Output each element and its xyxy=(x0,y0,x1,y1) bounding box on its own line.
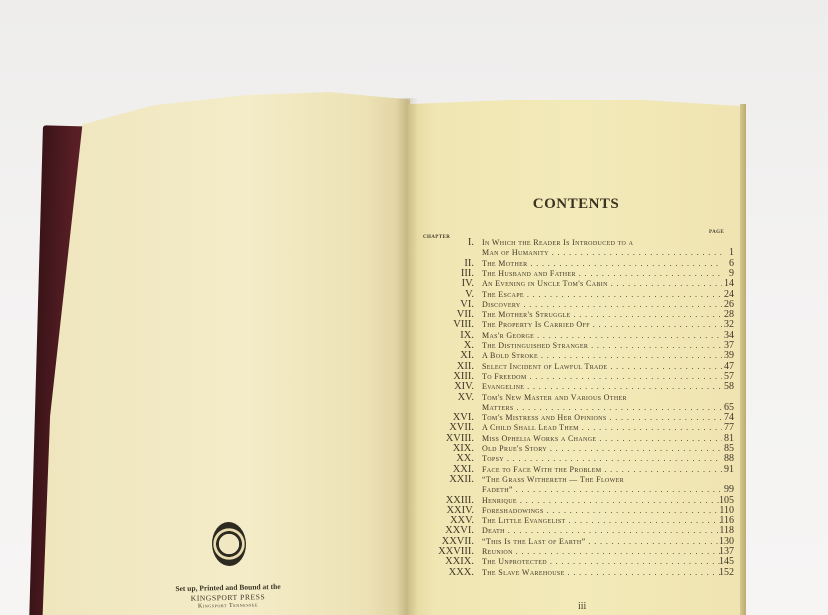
toc-entry xyxy=(418,567,738,578)
toc-chapter-title: The Escape . . . xyxy=(482,290,722,300)
toc-chapter-title: Death . . . xyxy=(482,526,722,536)
toc-chapter-title: “The Grass Withereth — The Flower xyxy=(482,474,625,484)
toc-chapter-number: XIII. xyxy=(453,370,474,382)
toc-page-number: 28 xyxy=(724,309,734,321)
toc-chapter-title: Henrique . . . xyxy=(482,496,722,506)
toc-chapter-title: Face to Face With the Problem . . . xyxy=(482,465,722,475)
toc-page-number: 77 xyxy=(724,422,734,434)
toc-chapter-title: The Distinguished Stranger . . . xyxy=(482,341,722,351)
toc-chapter-number: IV. xyxy=(461,278,474,290)
toc-chapter-title: The Husband and Father . . . xyxy=(482,269,722,279)
toc-page-number: 137 xyxy=(719,546,734,557)
toc-page-number: 130 xyxy=(719,535,734,547)
toc-chapter-number: XXII. xyxy=(449,473,474,485)
toc-chapter-title: To Freedom . . . xyxy=(482,372,722,382)
toc-chapter-title: The Property Is Carried Off . . . xyxy=(482,320,722,330)
toc-chapter-number: XXVIII. xyxy=(438,546,474,557)
toc-chapter-number: XXVI. xyxy=(445,525,474,537)
toc-page-number: 91 xyxy=(724,463,734,475)
toc-chapter-number: V. xyxy=(465,288,474,300)
toc-page-number: 39 xyxy=(724,350,734,362)
toc-chapter-title: Reunion . . . xyxy=(482,547,722,557)
toc-chapter-number: III. xyxy=(460,267,474,279)
chapter-column-label: CHAPTER xyxy=(423,235,451,240)
imprint-line-3: Kingsport Tennessee xyxy=(197,602,259,610)
toc-chapter-title: Mas'r George . . . xyxy=(482,331,722,341)
toc-chapter-number: II. xyxy=(464,257,474,269)
toc-chapter-title: The Slave Warehouse . . . xyxy=(482,568,722,578)
toc-chapter-title: Miss Ophelia Works a Change . . . xyxy=(482,434,722,444)
toc-chapter-number: VI. xyxy=(460,298,474,310)
toc-chapter-title: In Which the Reader Is Introduced to a xyxy=(482,238,634,247)
page-edges xyxy=(740,104,746,615)
toc-page-number: 81 xyxy=(724,432,734,444)
toc-chapter-title: Old Prue's Story . . . xyxy=(482,444,722,454)
toc-page-number: 88 xyxy=(724,453,734,465)
toc-chapter-title: Select Incident of Lawful Trade . . . xyxy=(482,362,722,372)
toc-page-number: 37 xyxy=(724,340,734,351)
toc-chapter-number: XIV. xyxy=(454,381,474,393)
toc-page-number: 118 xyxy=(719,525,734,537)
toc-chapter-number: XXV. xyxy=(449,515,474,527)
toc-chapter-number: XIX. xyxy=(452,443,474,454)
toc-chapter-number: I. xyxy=(467,237,474,248)
toc-chapter-title: Topsy . . . xyxy=(482,454,722,464)
toc-chapter-number: XX. xyxy=(456,453,474,465)
toc-chapter-number: XV. xyxy=(457,391,474,403)
toc-page-number: 152 xyxy=(719,566,734,578)
toc-page-number: 85 xyxy=(724,443,734,454)
toc-chapter-number: XVI. xyxy=(452,412,474,424)
toc-chapter-title: Tom's Mistress and Her Opinions . . . xyxy=(482,413,722,423)
toc-chapter-number: XXVII. xyxy=(441,535,474,547)
toc-page-number: 26 xyxy=(724,298,734,310)
toc-chapter-number: XXI. xyxy=(452,463,474,475)
toc-page-number: 99 xyxy=(724,484,734,496)
toc-chapter-title: Discovery . . . xyxy=(482,300,722,310)
toc-chapter-title: Fadeth” . . . xyxy=(482,485,722,495)
toc-page-number: 9 xyxy=(729,267,734,279)
toc-chapter-title: “This Is the Last of Earth” . . . xyxy=(482,537,722,547)
toc-chapter-number: XII. xyxy=(456,360,474,372)
toc-chapter-number: VIII. xyxy=(453,319,474,331)
toc-chapter-title: Matters . . . xyxy=(482,403,722,413)
page-title: CONTENTS xyxy=(532,196,620,212)
toc-page-number: 58 xyxy=(724,381,734,393)
toc-page-number: 1 xyxy=(729,247,734,259)
toc-page-number: 145 xyxy=(719,556,734,568)
toc-chapter-number: XVII. xyxy=(449,422,474,434)
toc-chapter-title: Foreshadowings . . . xyxy=(482,506,722,516)
folio-number: iii xyxy=(578,601,587,612)
page-column-label: PAGE xyxy=(709,230,725,235)
toc-chapter-number: IX. xyxy=(460,329,474,341)
toc-chapter-number: XXIII. xyxy=(445,494,474,506)
toc-chapter-number: VII. xyxy=(456,309,474,321)
page-gutter xyxy=(396,98,418,615)
toc-chapter-title: A Bold Stroke . . . xyxy=(482,351,722,361)
toc-chapter-title: Tom's New Master and Various Other xyxy=(482,392,627,402)
toc-chapter-number: XXIV. xyxy=(446,504,474,516)
toc-page-number: 14 xyxy=(724,278,734,290)
toc-chapter-title: A Child Shall Lead Them . . . xyxy=(482,423,722,433)
imprint-line-2: KINGSPORT PRESS xyxy=(190,592,266,603)
toc-chapter-title: Man of Humanity . . . xyxy=(482,248,722,258)
toc-page-number: 65 xyxy=(724,401,734,413)
toc-page-number: 74 xyxy=(724,412,734,424)
toc-chapter-number: X. xyxy=(463,340,474,351)
toc-page-number: 57 xyxy=(724,370,734,382)
toc-chapter-title: The Mother . . . xyxy=(482,259,722,269)
toc-chapter-number: XXIX. xyxy=(445,556,474,568)
toc-page-number: 47 xyxy=(724,360,734,372)
toc-chapter-number: XI. xyxy=(460,350,474,362)
imprint-line-1: Set up, Printed and Bound at the xyxy=(175,581,281,594)
toc-page-number: 105 xyxy=(719,494,734,506)
toc-page-number: 34 xyxy=(724,329,734,341)
toc-page-number: 24 xyxy=(724,288,734,300)
toc-chapter-title: The Little Evangelist . . . xyxy=(482,516,722,526)
toc-chapter-number: XVIII. xyxy=(445,432,474,444)
toc-page-number: 32 xyxy=(724,319,734,331)
toc-chapter-number: XXX. xyxy=(448,566,474,578)
toc-chapter-title: The Unprotected . . . xyxy=(482,557,722,567)
toc-chapter-title: The Mother's Struggle . . . xyxy=(482,310,722,320)
toc-chapter-title: Evangeline . . . xyxy=(482,382,722,392)
toc-page-number: 116 xyxy=(719,515,734,527)
toc-chapter-title: An Evening in Uncle Tom's Cabin . . . xyxy=(482,279,722,289)
toc-page-number: 110 xyxy=(719,504,734,516)
toc-page-number: 6 xyxy=(729,257,734,269)
